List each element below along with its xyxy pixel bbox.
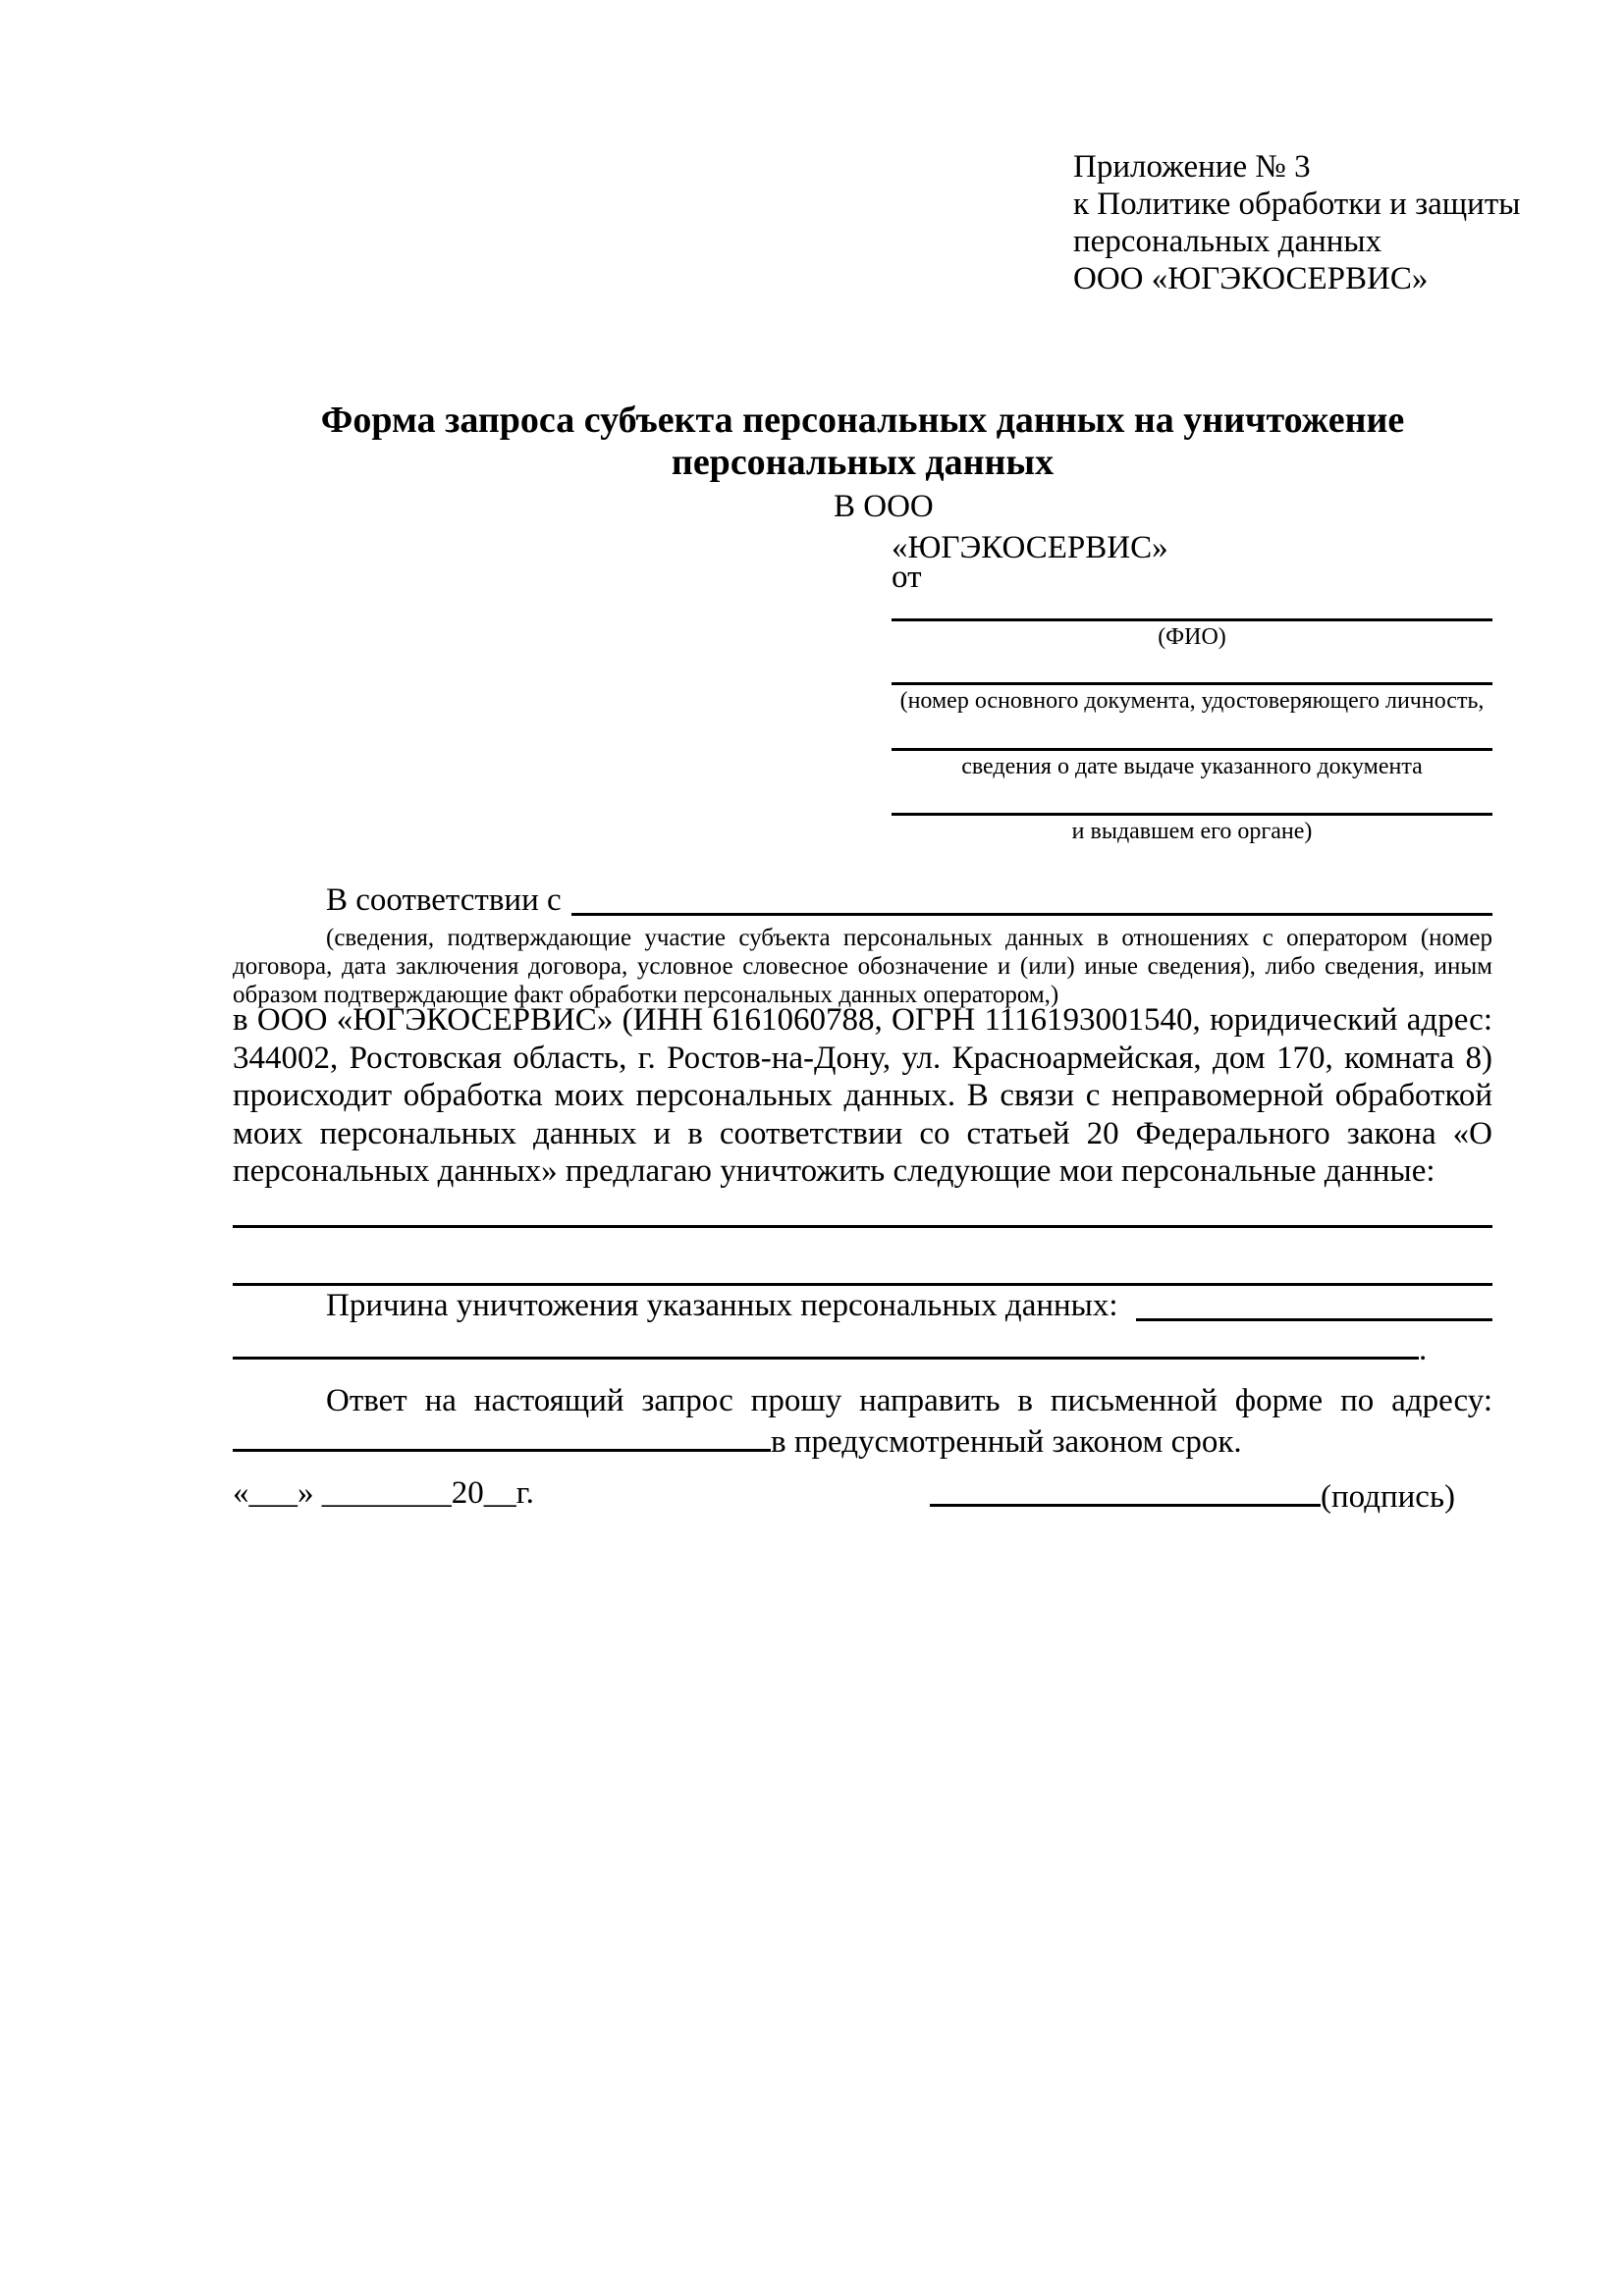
- data-blank-line-1: [233, 1225, 1492, 1228]
- reply-address-row: [233, 1419, 1492, 1461]
- appendix-line: к Политике обработки и защиты: [1073, 187, 1521, 222]
- appendix-line: Приложение № 3: [1073, 149, 1311, 185]
- date-field: «___» ________20__г.: [233, 1475, 534, 1511]
- body-paragraph: в ООО «ЮГЭКОСЕРВИС» (ИНН 6161060788, ОГРН 1116193001540, юридический адрес: 344002, Ростовская область, г. Ростов-на-Дону, ул. Красноармейская, дом 170, комната 8) происходит обработка моих персональных данных. В связи с неправомерной обработкой моих персональных данных и в соответствии со статьей 20 Федерального закона «О персональных данных» предлагаю уничтожить следующие мои персональные данные:: [233, 1002, 1492, 1189]
- issuing-authority-field: [892, 813, 1492, 845]
- fio-field: [892, 618, 1492, 651]
- issuing-authority-caption: и выдавшем его органе): [1071, 819, 1313, 844]
- id-document-field: [892, 682, 1492, 715]
- id-document-caption: (номер основного документа, удостоверяющего личность,: [899, 688, 1485, 714]
- signature-row: [930, 1474, 1455, 1516]
- accordance-lead: В соответствии с: [326, 882, 562, 918]
- reason-continuation-blank-line: [233, 1327, 1419, 1360]
- reply-address-blank-line: [233, 1419, 771, 1452]
- issue-date-field: [892, 748, 1492, 780]
- issue-date-caption: сведения о дате выдаче указанного документа: [961, 754, 1423, 779]
- signature-blank-line: [930, 1474, 1321, 1507]
- reply-sentence: Ответ на настоящий запрос прошу направить в письменной форме по адресу:: [326, 1383, 1492, 1418]
- paragraph-indent: [233, 881, 326, 919]
- document-title: Форма запроса субъекта персональных данных на уничтожение персональных данных: [320, 400, 1405, 483]
- fio-caption: (ФИО): [1158, 624, 1226, 650]
- data-blank-line-2: [233, 1283, 1492, 1286]
- reply-suffix: в предусмотренный законом срок.: [771, 1424, 1242, 1460]
- appendix-line: ООО «ЮГЭКОСЕРВИС»: [1073, 261, 1429, 296]
- accordance-blank-line: [571, 881, 1492, 916]
- reason-period: .: [1419, 1332, 1428, 1367]
- addressee-org-prefix: В ООО: [834, 489, 934, 524]
- appendix-block: [1073, 148, 1520, 297]
- appendix-line: персональных данных: [1073, 224, 1382, 259]
- from-label: от: [892, 560, 922, 595]
- reason-row: [233, 1287, 1492, 1324]
- accordance-caption: (сведения, подтверждающие участие субъекта персональных данных в отношениях с оператором (номер договора, дата заключения договора, условное словесное обозначение и (или) иные сведения), либо сведения, иным образом подтверждающие факт обработки персональных данных оператором,): [233, 925, 1492, 1008]
- reason-label: Причина уничтожения указанных персональных данных:: [326, 1288, 1126, 1323]
- reason-blank-line: [1136, 1287, 1492, 1321]
- accordance-row: [233, 881, 1492, 919]
- signature-caption: (подпись): [1321, 1479, 1455, 1515]
- reason-continuation-row: [233, 1327, 1492, 1368]
- paragraph-indent: [233, 1287, 326, 1324]
- addressee-org-name: «ЮГЭКОСЕРВИС»: [892, 530, 1168, 565]
